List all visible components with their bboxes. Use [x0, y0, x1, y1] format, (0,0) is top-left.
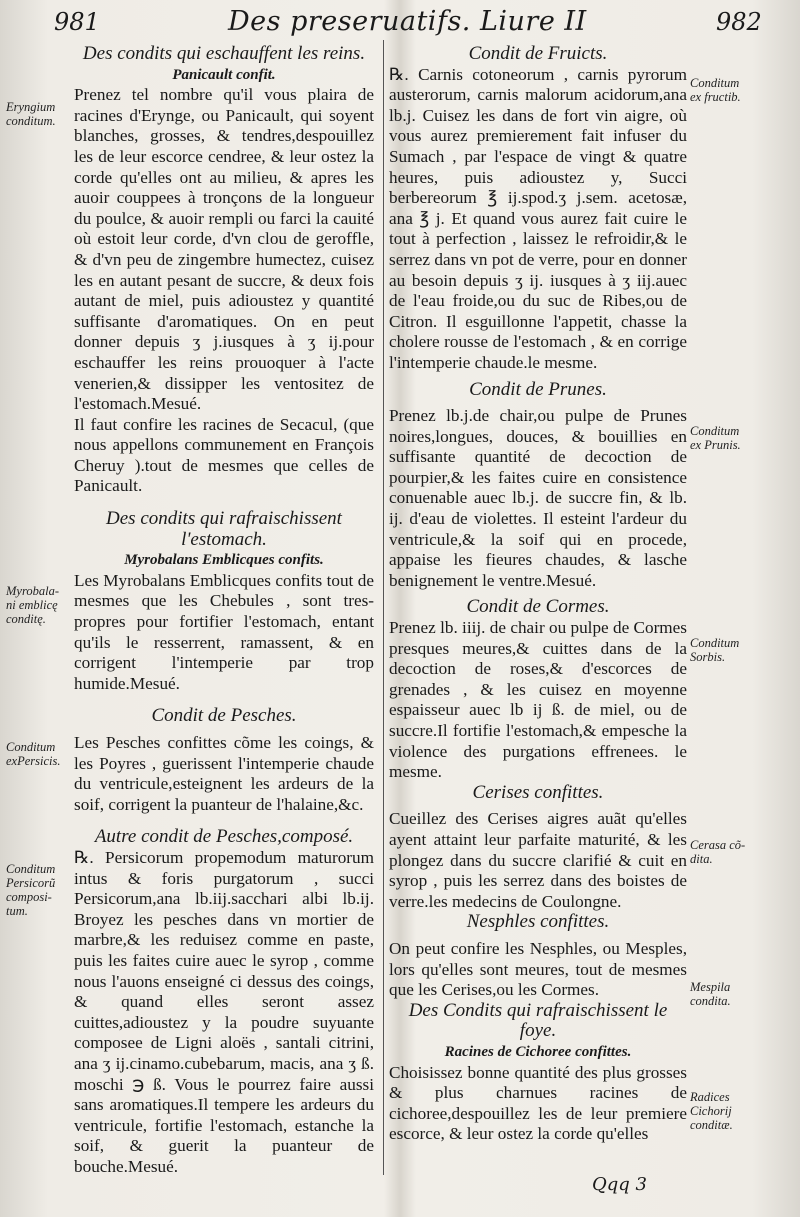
paragraph: Il faut confire les racines de Secacul, (que nous appellons communement en François Cheruy ).tout de mesmes que celles de Panicault.: [74, 414, 374, 496]
margin-note: Myrobala- ni emblicę conditę.: [6, 584, 59, 626]
margin-note: Conditum exPersicis.: [6, 740, 61, 768]
section-heading: Des Condits qui rafraischissent le foye.: [408, 999, 668, 1042]
paragraph: Les Pesches confittes cõme les coings, & les Poyres , guerissent l'intemperie chaude du ventricule,esteignent les ardeurs de la soif, corrigent la puanteur de l'halaine,&c.: [74, 733, 374, 814]
subsection-heading: Panicault confit.: [172, 66, 276, 83]
section-heading: Cerises confittes.: [472, 781, 604, 803]
section-heading: Autre condit de Pesches,composé.: [94, 826, 354, 848]
column-divider: [383, 40, 384, 1175]
subsection-heading: Racines de Cichoree confittes.: [444, 1043, 632, 1060]
paragraph: ℞. Carnis cotoneorum , carnis pyrorum austerorum, carnis malorum acidorum,ana lb.j. Cuisez les dans de fort vin aigre, où vous aurez premierement fait infuser du Sumach , par l'espace de vingt & quatre heures, puis adioustez y, Succi berbereorum ℥ ij.spod.ʒ j.sem. acetosæ, ana ℥ j. Et quand vous aurez fait cuire le tout à perfection , laissez le refroidir,& le serrez dans vn pot de verre, pour en donner au besoin depuis ʒ ij. iusques à ʒ iij.auec de l'eau froide,ou du suc de Ribes,ou de Citron. Il esguillonne l'appetit, chasse la cholere rousse de l'estomach , & en corrige l'intemperie chaude.le mesme.: [389, 64, 687, 372]
section-heading: Nesphles confittes.: [466, 911, 610, 933]
subsection-heading: Myrobalans Emblicques confits.: [124, 552, 324, 569]
section-heading: Des condits qui eschauffent les reins.: [82, 43, 366, 64]
margin-note: Radices Cichorij conditæ.: [690, 1090, 733, 1132]
margin-note: Conditum Sorbis.: [690, 636, 740, 664]
page-number-right: 982: [716, 8, 762, 36]
margin-note: Conditum ex fructib.: [690, 76, 741, 104]
left-column: [74, 44, 374, 1177]
section-heading: Condit de Cormes.: [466, 596, 610, 618]
paragraph: Choisissez bonne quantité des plus grosses & plus charnues racines de cichoree,despouillez les de leur premiere escorce, & leur ostez la corde qu'elles: [389, 1062, 687, 1144]
running-title: Des preseruatifs. Liure II: [228, 6, 587, 37]
margin-note: Mespila condita.: [690, 980, 731, 1008]
paragraph: On peut confire les Nesphles, ou Mesples, lors qu'elles sont meures, tout de mesmes que les Cerises,ou les Cormes.: [389, 938, 687, 1000]
paragraph: Prenez lb.j.de chair,ou pulpe de Prunes noires,longues, douces, & bouillies en suffisante quantité de decoction de pourpier,& les faites cuire en consistence conuenable auec lb.j. de succre fin, & lb. ij. d'eau de violettes. Il esteint l'ardeur du ventricule,& la soif qui en procede, appaise les fieures chaudes, & lasche benignement le ventre.Mesué.: [389, 406, 687, 590]
paragraph: ℞. Persicorum propemodum maturorum intus & foris purgatorum , succi Persicorum,ana lb.iij.sacchari albi lb.ij. Broyez les pesches dans vn mortier de marbre,& les reduisez comme en paste, puis les faites cuire auec le syrop , comme nous l'auons enseigné ci dessus des coings, & quand elles seront assez cuittes,adioustez y la poudre suyuante composee de Ligni aloës , santali citrini, ana ʒ ij.cinamo.cubebarum, macis, ana ʒ ß. moschi ℈ ß. Vous le pourrez faire aussi sans aromatiques.Il tempere les ardeurs du ventricule, fortifie l'estomach, estanche la soif, & guerit la puanteur de bouche.Mesué.: [74, 847, 374, 1176]
margin-note: Conditum Persicorũ composi- tum.: [6, 862, 56, 918]
margin-note: Conditum ex Prunis.: [690, 424, 741, 452]
signature-mark: Qqq 3: [592, 1174, 647, 1195]
paragraph: Les Myrobalans Emblicques confits tout de mesmes que les Chebules , sont tres-propres pour fortifier l'estomach, entant qu'ils le resserrent, ramassent, & en corrigent l'intemperie par trop humide.Mesué.: [74, 570, 374, 693]
section-heading: Condit de Pesches.: [151, 705, 297, 727]
paragraph: Cueillez des Cerises aigres auãt qu'elles ayent attaint leur parfaite maturité, & les plongez dans du succre clarifié & cuit en syrop , puis les serrez dans des boistes de verre.les medecins de Coulongne.: [389, 809, 687, 911]
page-number-left: 981: [54, 8, 100, 36]
page-header: [0, 6, 800, 42]
margin-note: Eryngium conditum.: [6, 100, 56, 128]
section-heading: Condit de Fruicts.: [468, 43, 608, 64]
paragraph: Prenez lb. iiij. de chair ou pulpe de Cormes presques meures,& cuittes dans de la decoction de roses,& d'escorces de grenades , & les cuisez en moyenne espaisseur auec lb ij ß. de miel, ou de succre.Il fortifie l'estomach,& empesche la violence des purgations effrenees. le mesme.: [389, 618, 687, 782]
section-heading: Des condits qui rafraischissent l'estomach.: [106, 508, 342, 550]
section-heading: Condit de Prunes.: [469, 378, 607, 400]
paragraph: Prenez tel nombre qu'il vous plaira de racines d'Erynge, ou Panicault, qui soyent blanches, grosses, & tendres,despouillez les de leur escorce cendree, & leur ostez la corde qu'elles ont au milieu, & apres les auoir couppees à tronçons de la longueur du poulce, & auoir rempli ou farci la cauité où estoit leur corde, d'vn clou de geroffle, & d'vn peu de zingembre humectez, cuisez les en autant pesant de succre, & deux fois autant de miel, puis adioustez y quantité suffisante d'aromatiques. On en peut donner depuis ʒ j.iusques à ʒ ij.pour eschauffer les reins prouoquer à l'acte venerien,& dissipper les ventositez de l'estomach.Mesué.: [74, 85, 374, 414]
right-column: [389, 44, 687, 1145]
margin-note: Cerasa cõ- dita.: [690, 838, 746, 866]
